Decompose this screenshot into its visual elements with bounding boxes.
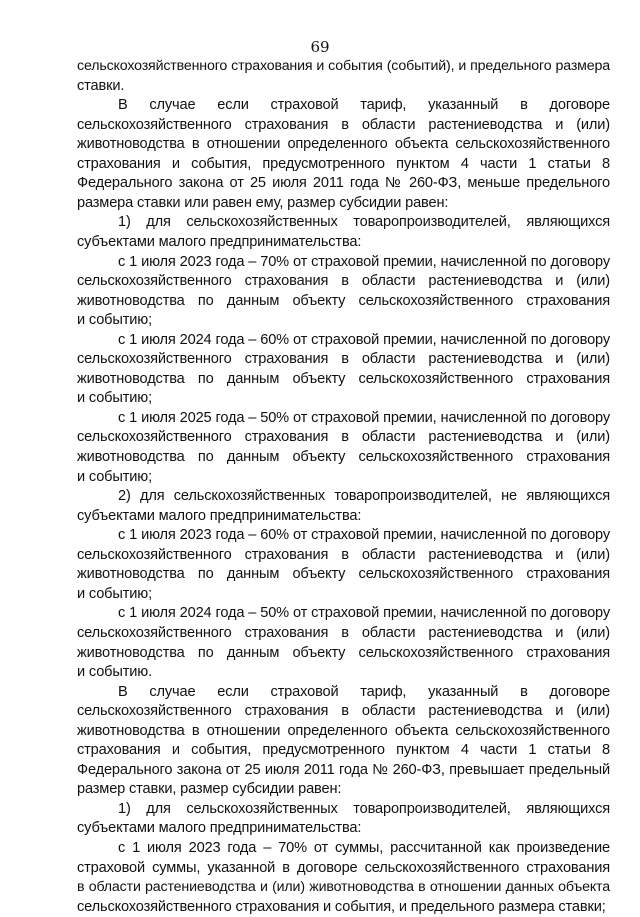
text-line: с 1 июля 2024 года – 60% от страховой премии, начисленной по договору [118, 331, 610, 348]
text-line: 1) для сельскохозяйственных товаропроизводителей, являющихся [118, 214, 610, 231]
text-line: и событию. [77, 664, 152, 681]
text-line: 2) для сельскохозяйственных товаропроизводителей, не являющихся [118, 488, 610, 505]
text-line: страхования и события, предусмотренного пунктом 4 части 1 статьи 8 [77, 155, 610, 172]
text-line: животноводства по данным объекту сельскохозяйственного страхования [77, 292, 610, 309]
text-line: страховой суммы, указанной в договоре сельскохозяйственного страхования [77, 859, 610, 876]
text-line: и событию; [77, 585, 152, 602]
text-line: животноводства по данным объекту сельскохозяйственного страхования [77, 566, 610, 583]
text-line: и событию; [77, 312, 152, 329]
text-line: животноводства по данным объекту сельскохозяйственного страхования [77, 449, 610, 465]
text-line: сельскохозяйственного страхования в области растениеводства и (или) [77, 624, 610, 641]
text-line: 1) для сельскохозяйственных товаропроизводителей, являющихся [118, 800, 610, 817]
text-line: животноводства по данным объекту сельскохозяйственного страхования [77, 644, 610, 661]
text-line: В случае если страховой тариф, указанный в договоре [118, 97, 610, 114]
text-line: с 1 июля 2025 года – 50% от страховой премии, начисленной по договору [118, 409, 610, 426]
text-line: животноводства по данным объекту сельскохозяйственного страхования [77, 370, 610, 387]
text-line: размер ставки, размер субсидии равен: [77, 781, 342, 798]
text-line: сельскохозяйственного страхования в области растениеводства и (или) [77, 116, 610, 133]
text-line: сельскохозяйственного страхования и события, и предельного размера ставки; [77, 898, 606, 915]
text-line: и событию; [77, 468, 152, 485]
text-line: в области растениеводства и (или) животноводства в отношении данных объекта [77, 879, 610, 896]
text-line: животноводства в отношении определенного объекта сельскохозяйственного [77, 136, 610, 153]
text-line: сельскохозяйственного страхования в области растениеводства и (или) [77, 703, 610, 720]
text-line: сельскохозяйственного страхования в области растениеводства и (или) [77, 429, 610, 446]
text-line: с 1 июля 2024 года – 50% от страховой премии, начисленной по договору [118, 605, 610, 622]
text-line: субъектами малого предпринимательства: [77, 507, 362, 524]
text-line: субъектами малого предпринимательства: [77, 820, 362, 837]
text-line: сельскохозяйственного страхования в области растениеводства и (или) [77, 273, 610, 290]
text-line: с 1 июля 2023 года – 60% от страховой премии, начисленной по договору [118, 527, 610, 544]
text-line: сельскохозяйственного страхования в области растениеводства и (или) [77, 351, 610, 368]
text-line: Федерального закона от 25 июля 2011 года № 260-ФЗ, меньше предельного [77, 175, 610, 192]
text-line: ставки. [77, 77, 125, 94]
page-number: 69 [310, 38, 330, 56]
text-line: животноводства в отношении определенного объекта сельскохозяйственного [77, 722, 610, 739]
text-line: сельскохозяйственного страхования в области растениеводства и (или) [77, 546, 610, 563]
text-line: с 1 июля 2023 года – 70% от суммы, рассчитанной как произведение [118, 840, 610, 856]
text-line: размера ставки или равен ему, размер субсидии равен: [77, 194, 449, 211]
text-line: Федерального закона от 25 июля 2011 года № 260-ФЗ, превышает предельный [77, 761, 610, 778]
text-line: сельскохозяйственного страхования и события (событий), и предельного размера [77, 58, 610, 74]
text-line: с 1 июля 2023 года – 70% от страховой премии, начисленной по договору [118, 253, 610, 270]
text-line: субъектами малого предпринимательства: [77, 233, 362, 250]
text-line: и событию; [77, 390, 152, 407]
text-line: В случае если страховой тариф, указанный в договоре [118, 683, 610, 700]
text-line: страхования и события, предусмотренного пунктом 4 части 1 статьи 8 [77, 742, 610, 759]
